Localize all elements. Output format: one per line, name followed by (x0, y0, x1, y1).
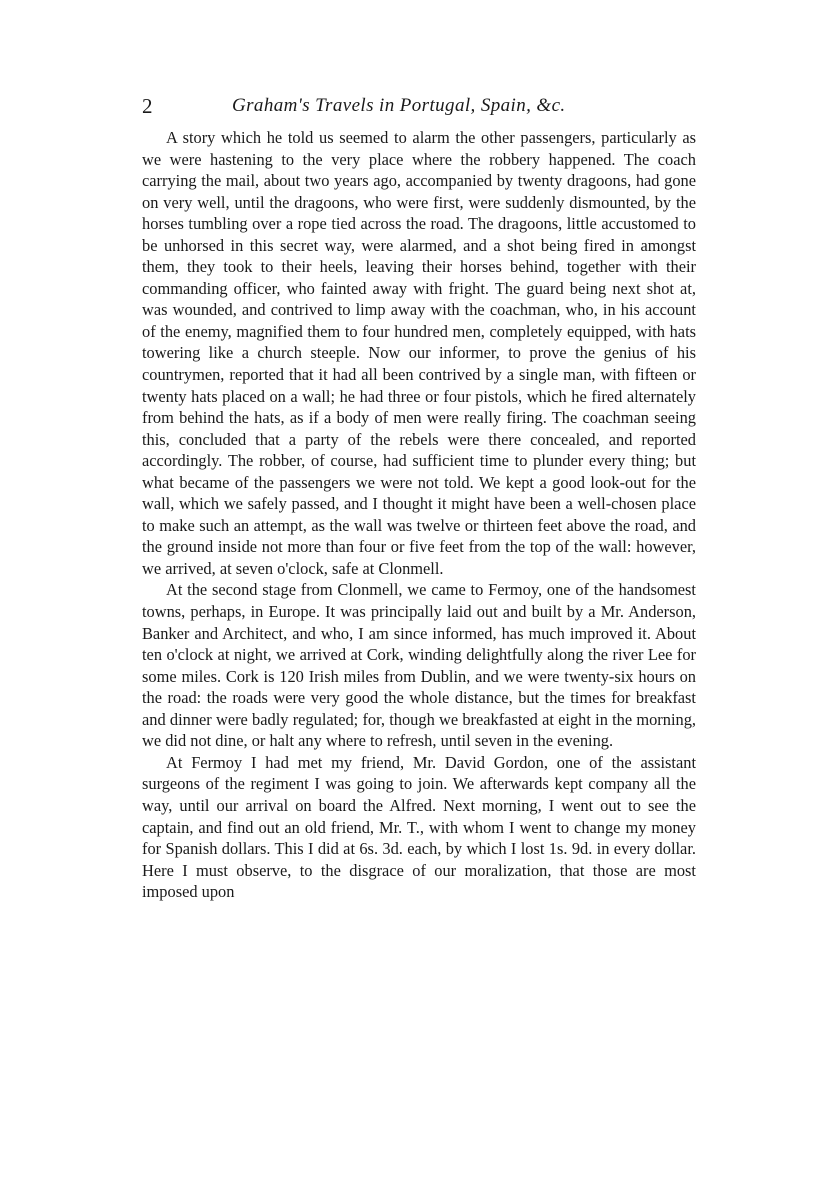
paragraph: A story which he told us seemed to alarm the other passengers, particularly as we were hastening to the very place where the robbery happened. The coach carrying the mail, about two years ago, accompanied by twenty dragoons, had gone on very well, until the dragoons, who were first, were suddenly dismounted, by the horses tumbling over a rope tied across the road. The dragoons, little accustomed to be unhorsed in this secret way, were alarmed, and a shot being fired in amongst them, they took to their heels, leaving their horses behind, together with their commanding officer, who fainted away with fright. The guard being next shot at, was wounded, and contrived to limp away with the coachman, who, in his account of the enemy, magnified them to four hundred men, completely equipped, with hats towering like a church steeple. Now our informer, to prove the genius of his countrymen, reported that it had all been contrived by a single man, with fifteen or twenty hats placed on a wall; he had three or four pistols, which he fired alternately from behind the hats, as if a body of men were really firing. The coachman seeing this, concluded that a party of the rebels were there concealed, and reported accordingly. The robber, of course, had sufficient time to plunder every thing; but what became of the passengers we were not told. We kept a good look-out for the wall, which we safely passed, and I thought it might have been a well-chosen place to make such an attempt, as the wall was twelve or thirteen feet above the road, and the ground inside not more than four or five feet from the top of the wall: however, we arrived, at seven o'clock, safe at Clonmell. (142, 128, 696, 578)
body-text (142, 127, 696, 903)
page-number: 2 (142, 94, 153, 118)
paragraph: At the second stage from Clonmell, we came to Fermoy, one of the handsomest towns, perhaps, in Europe. It was principally laid out and built by a Mr. Anderson, Banker and Architect, and who, I am since informed, has much improved it. About ten o'clock at night, we arrived at Cork, winding delightfully along the river Lee for some miles. Cork is 120 Irish miles from Dublin, and we were twenty-six hours on the road: the roads were very good the whole distance, but the times for breakfast and dinner were badly regulated; for, though we breakfasted at eight in the morning, we did not dine, or halt any where to refresh, until seven in the evening. (142, 580, 696, 751)
running-header (142, 92, 702, 120)
running-title: Graham's Travels in Portugal, Spain, &c. (232, 95, 566, 116)
paragraph: At Fermoy I had met my friend, Mr. David Gordon, one of the assistant surgeons of the regiment I was going to join. We afterwards kept company all the way, until our arrival on board the Alfred. Next morning, I went out to see the captain, and find out an old friend, Mr. T., with whom I went to change my money for Spanish dollars. This I did at 6s. 3d. each, by which I lost 1s. 9d. in every dollar. Here I must observe, to the disgrace of our moralization, that those are most imposed upon (142, 752, 696, 902)
